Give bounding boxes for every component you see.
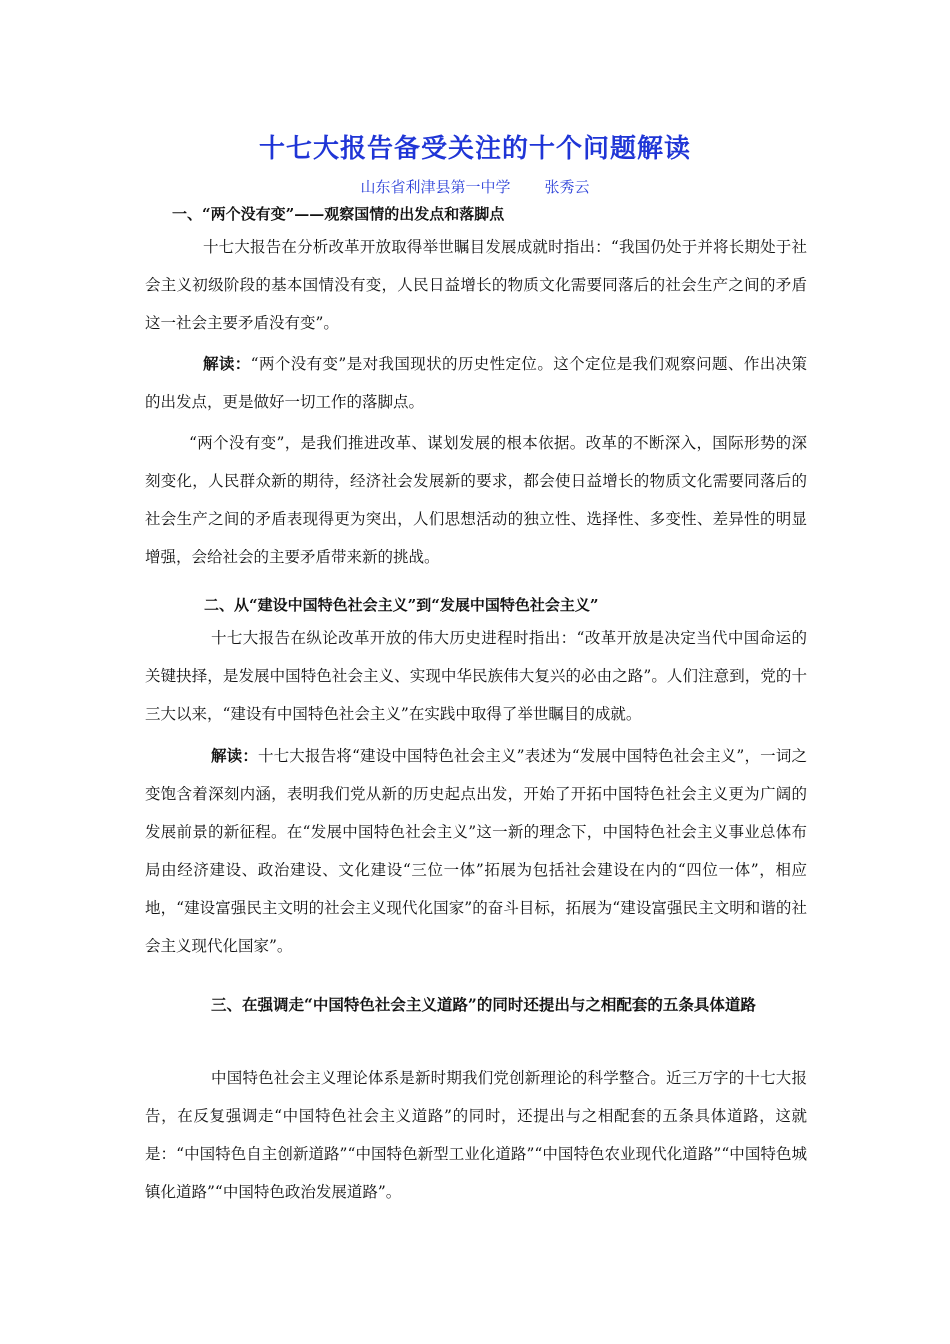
author-school: 山东省利津县第一中学 — [360, 178, 511, 196]
section-1-heading: 一、“两个没有变”——观察国情的出发点和落脚点 — [172, 205, 505, 223]
section-1-paragraph-2 — [145, 345, 807, 421]
section-1-paragraph-2-text: “两个没有变”是对我国现状的历史性定位。这个定位是我们观察问题、作出决策的出发点，更是做好一切工作的落脚点。 — [145, 355, 807, 411]
section-3-heading: 三、在强调走“中国特色社会主义道路”的同时还提出与之相配套的五条具体道路 — [211, 995, 756, 1014]
section-3-paragraph-1: 中国特色社会主义理论体系是新时期我们党创新理论的科学整合。近三万字的十七大报告，在反复强调走“中国特色社会主义道路”的同时，还提出与之相配套的五条具体道路，这就是：“中国特色自主创新道路”“中国特色新型工业化道路”“中国特色农业现代化道路”“中国特色城镇化道路”“中国特色政治发展道路”。 — [145, 1069, 807, 1201]
section-2-paragraph-1: 十七大报告在纵论改革开放的伟大历史进程时指出：“改革开放是决定当代中国命运的关键抉择，是发展中国特色社会主义、实现中华民族伟大复兴的必由之路”。人们注意到，党的十三大以来，“建设有中国特色社会主义”在实践中取得了举世瞩目的成就。 — [145, 629, 807, 723]
section-2-heading: 二、从“建设中国特色社会主义”到“发展中国特色社会主义” — [204, 596, 599, 614]
section-2-paragraph-2 — [145, 737, 807, 965]
section-2-paragraph-2-text: 十七大报告将“建设中国特色社会主义”表述为“发展中国特色社会主义”，一词之变饱含着深刻内涵，表明我们党从新的历史起点出发，开始了开拓中国特色社会主义更为广阔的发展前景的新征程。在“发展中国特色社会主义”这一新的理念下，中国特色社会主义事业总体布局由经济建设、政治建设、文化建设“三位一体”拓展为包括社会建设在内的“四位一体”，相应地，“建设富强民主文明的社会主义现代化国家”的奋斗目标，拓展为“建设富强民主文明和谐的社会主义现代化国家”。 — [145, 747, 807, 955]
document-title: 十七大报告备受关注的十个问题解读 — [258, 134, 691, 164]
section-1-paragraph-1: 十七大报告在分析改革开放取得举世瞩目发展成就时指出：“我国仍处于并将长期处于社会主义初级阶段的基本国情没有变，人民日益增长的物质文化需要同落后的社会生产之间的矛盾这一社会主要矛盾没有变”。 — [145, 238, 807, 332]
section-1-paragraph-3: “两个没有变”，是我们推进改革、谋划发展的根本依据。改革的不断深入，国际形势的深刻变化，人民群众新的期待，经济社会发展新的要求，都会使日益增长的物质文化需要同落后的社会生产之间的矛盾表现得更为突出，人们思想活动的独立性、选择性、多变性、差异性的明显增强，会给社会的主要矛盾带来新的挑战。 — [145, 434, 807, 566]
interpretation-label: 解读： — [211, 746, 258, 765]
author-line — [0, 176, 950, 197]
interpretation-label: 解读： — [203, 354, 251, 373]
author-name: 张秀云 — [544, 178, 590, 196]
